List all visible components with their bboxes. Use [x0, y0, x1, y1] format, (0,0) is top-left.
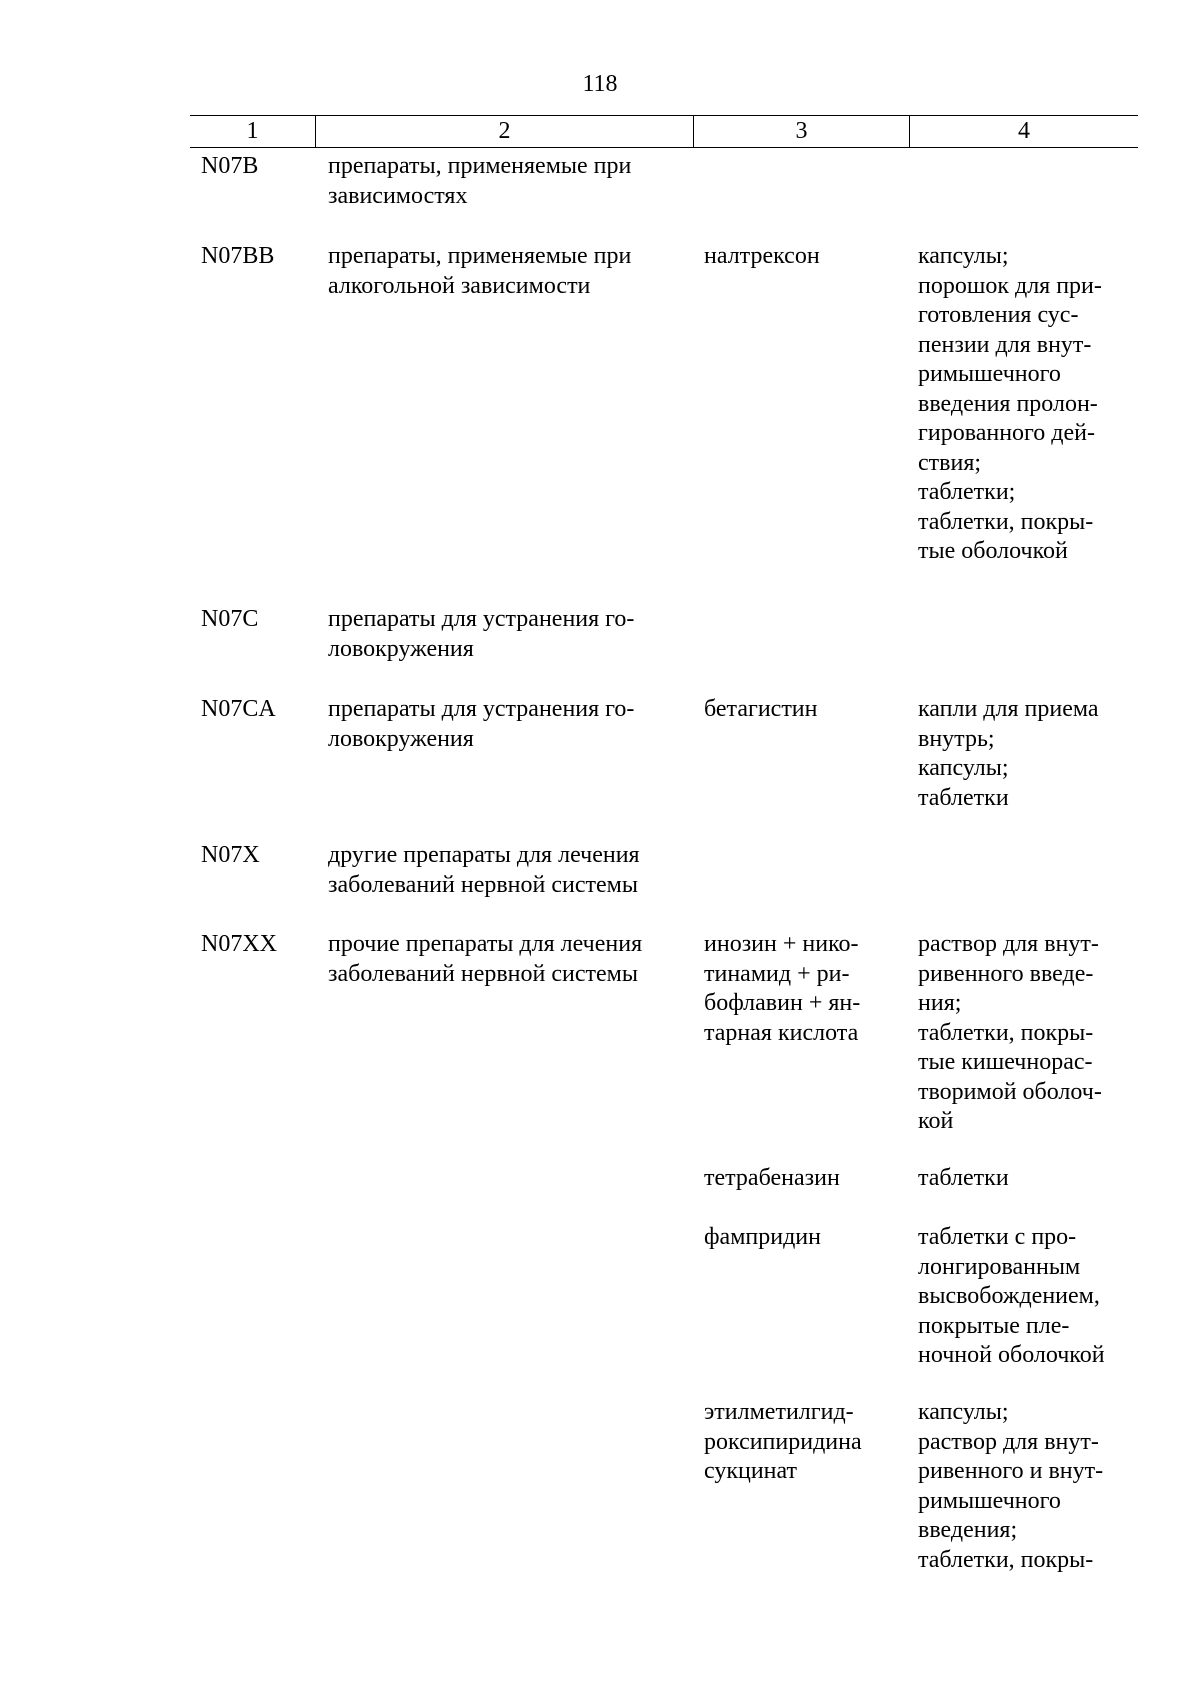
text-line: зависимостях — [328, 182, 468, 209]
text-line: тетрабеназин — [704, 1165, 840, 1191]
drug-name — [704, 1398, 900, 1487]
text-line: капсулы; — [918, 1399, 1009, 1425]
text-line: таблетки — [918, 1165, 1009, 1191]
text-line: таблетки, покры- — [918, 508, 1094, 535]
text-line: алкогольной зависимости — [328, 272, 591, 299]
group-name — [328, 695, 682, 754]
text-line: капли для приема — [918, 696, 1099, 722]
text-line: ния; — [918, 990, 962, 1016]
drug-name — [704, 242, 900, 272]
text-line: внутрь; — [918, 725, 995, 752]
text-line: налтрексон — [704, 243, 820, 269]
text-line: покрытые пле- — [918, 1312, 1070, 1339]
atc-code: N07CA — [201, 696, 276, 722]
group-name — [328, 605, 682, 664]
dosage-forms — [918, 1398, 1128, 1575]
text-line: другие препараты для лечения — [328, 842, 640, 868]
text-line: раствор для внут- — [918, 1428, 1099, 1455]
text-line: таблетки с про- — [918, 1224, 1077, 1250]
text-line: таблетки, покры- — [918, 1546, 1094, 1573]
text-line: таблетки, покры- — [918, 1019, 1094, 1046]
text-line: препараты, применяемые при — [328, 153, 632, 179]
text-line: пензии для внут- — [918, 331, 1092, 358]
text-line: ночной оболочкой — [918, 1342, 1105, 1368]
text-line: тые оболочкой — [918, 538, 1068, 564]
dosage-forms — [918, 242, 1128, 567]
text-line: ловокружения — [328, 635, 474, 662]
dosage-forms — [918, 930, 1128, 1137]
text-line: роксипиридина — [704, 1428, 862, 1455]
text-line: тинамид + ри- — [704, 960, 850, 987]
text-line: гированного дей- — [918, 420, 1095, 446]
text-line: раствор для внут- — [918, 931, 1099, 957]
column-header-4: 4 — [909, 116, 1138, 147]
text-line: римышечного — [918, 361, 1061, 387]
text-line: капсулы; — [918, 755, 1009, 781]
column-header-2: 2 — [315, 116, 693, 147]
dosage-forms — [918, 695, 1128, 813]
text-line: бетагистин — [704, 696, 818, 722]
atc-code: N07XX — [201, 931, 277, 957]
table-header-row — [190, 115, 1138, 148]
text-line: бофлавин + ян- — [704, 990, 861, 1016]
text-line: порошок для при- — [918, 272, 1102, 299]
page-number: 118 — [582, 71, 618, 97]
text-line: ривенного введе- — [918, 960, 1094, 987]
text-line: тые кишечнорас- — [918, 1049, 1093, 1075]
atc-code: N07X — [201, 842, 260, 868]
text-line: высвобождением, — [918, 1283, 1100, 1309]
text-line: таблетки — [918, 784, 1009, 811]
group-name — [328, 152, 682, 211]
column-header-3: 3 — [693, 116, 909, 147]
text-line: сукцинат — [704, 1458, 798, 1484]
group-name — [328, 242, 682, 301]
text-line: тарная кислота — [704, 1019, 859, 1046]
text-line: лонгированным — [918, 1253, 1081, 1280]
atc-code: N07B — [201, 153, 259, 179]
text-line: заболеваний нервной системы — [328, 960, 638, 987]
text-line: этилметилгид- — [704, 1399, 854, 1425]
text-line: готовления сус- — [918, 302, 1079, 328]
drug-name — [704, 930, 900, 1048]
text-line: капсулы; — [918, 243, 1009, 269]
text-line: введения пролон- — [918, 390, 1098, 417]
group-name — [328, 930, 682, 989]
drug-name — [704, 695, 900, 725]
text-line: препараты для устранения го- — [328, 696, 635, 722]
text-line: кой — [918, 1108, 954, 1134]
text-line: препараты, применяемые при — [328, 243, 632, 269]
text-line: ловокружения — [328, 725, 474, 752]
text-line: фампридин — [704, 1224, 821, 1250]
text-line: римышечного — [918, 1487, 1061, 1514]
atc-code: N07C — [201, 606, 259, 632]
text-line: инозин + нико- — [704, 931, 859, 957]
dosage-forms — [918, 1164, 1128, 1194]
text-line: ствия; — [918, 449, 982, 476]
text-line: введения; — [918, 1517, 1018, 1543]
atc-code: N07BB — [201, 243, 275, 269]
text-line: препараты для устранения го- — [328, 606, 635, 632]
text-line: ривенного и внут- — [918, 1458, 1104, 1484]
column-header-1: 1 — [246, 118, 259, 144]
drug-name — [704, 1223, 900, 1253]
text-line: таблетки; — [918, 479, 1016, 505]
text-line: заболеваний нервной системы — [328, 871, 638, 898]
text-line: творимой оболоч- — [918, 1078, 1102, 1105]
group-name — [328, 841, 682, 900]
dosage-forms — [918, 1223, 1128, 1371]
drug-name — [704, 1164, 900, 1194]
text-line: прочие препараты для лечения — [328, 931, 643, 957]
